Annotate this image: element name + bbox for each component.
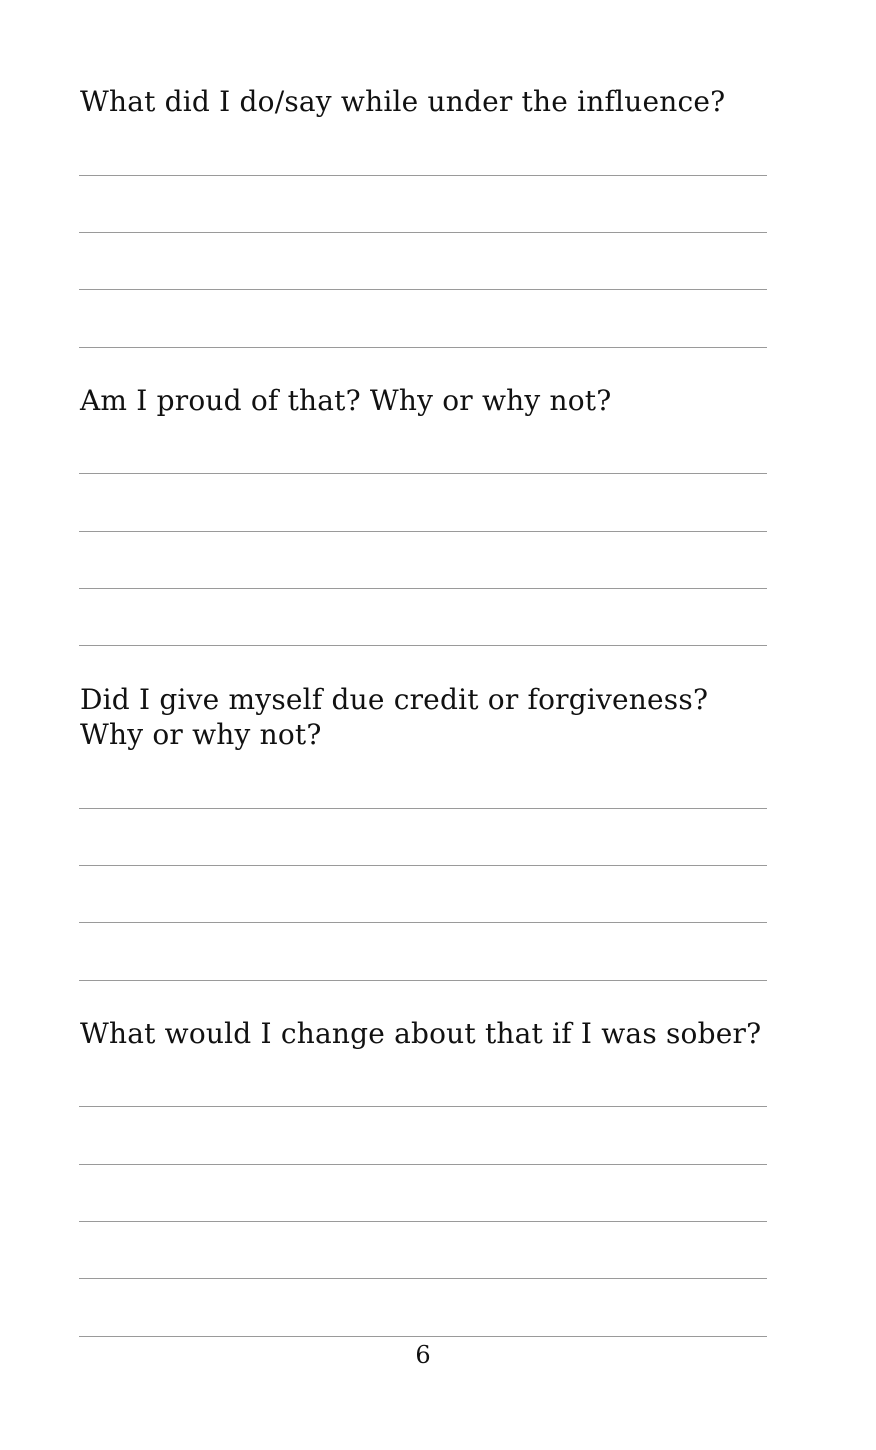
- answer-line-1-1: [79, 175, 767, 176]
- answer-line-1-2: [79, 232, 767, 233]
- answer-line-1-4: [79, 347, 767, 348]
- answer-line-1-3: [79, 289, 767, 290]
- answer-line-2-4: [79, 645, 767, 646]
- question-3: Did I give myself due credit or forgiveness? Why or why not?: [80, 683, 709, 751]
- answer-line-4-3: [79, 1221, 767, 1222]
- answer-line-4-5: [79, 1336, 767, 1337]
- answer-line-2-2: [79, 531, 767, 532]
- answer-line-4-4: [79, 1278, 767, 1279]
- answer-line-3-2: [79, 865, 767, 866]
- answer-line-4-2: [79, 1164, 767, 1165]
- question-2: Am I proud of that? Why or why not?: [80, 384, 612, 417]
- page-number: 6: [415, 1341, 431, 1369]
- question-4: What would I change about that if I was sober?: [80, 1017, 762, 1050]
- answer-line-4-1: [79, 1106, 767, 1107]
- answer-line-3-4: [79, 980, 767, 981]
- answer-line-3-1: [79, 808, 767, 809]
- answer-line-3-3: [79, 922, 767, 923]
- question-1: What did I do/say while under the influence?: [80, 85, 726, 118]
- answer-line-2-3: [79, 588, 767, 589]
- answer-line-2-1: [79, 473, 767, 474]
